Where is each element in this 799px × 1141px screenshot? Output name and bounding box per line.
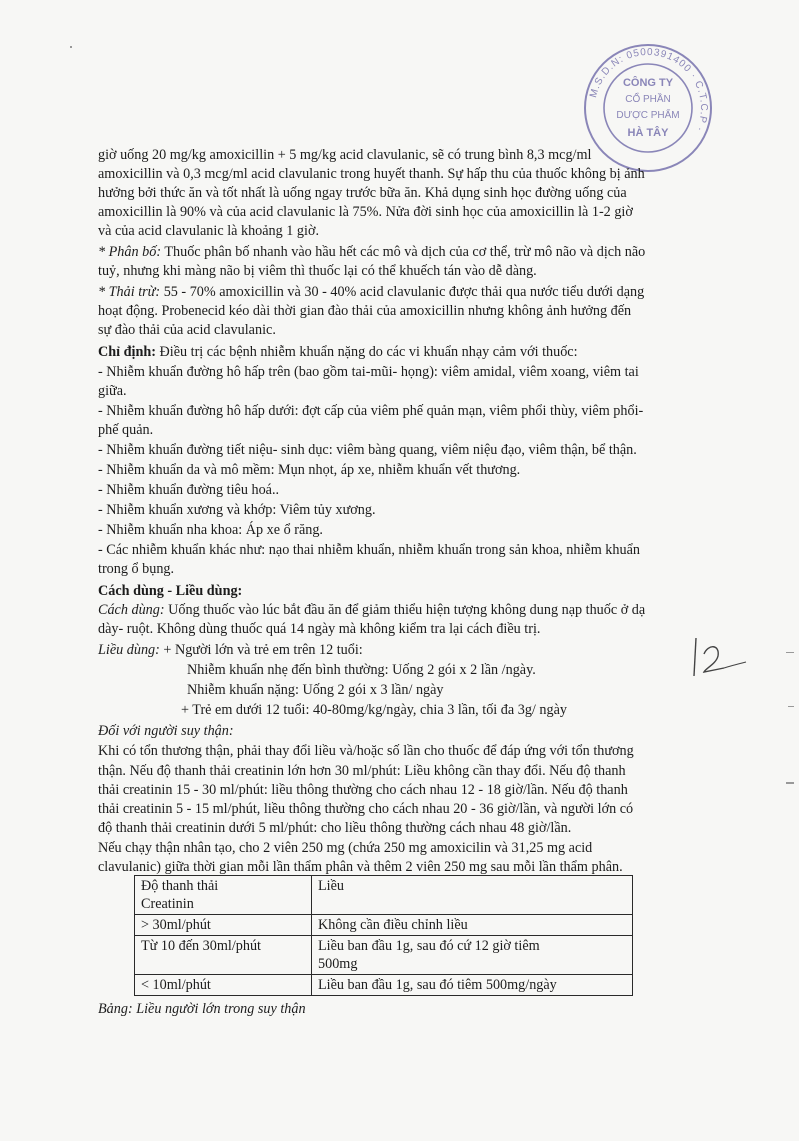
indication-item-2b: phế quản. <box>98 422 154 438</box>
table-cell-dose: Liều ban đầu 1g, sau đó cứ 12 giờ tiêm 500mg <box>312 936 633 975</box>
table-row <box>135 915 633 936</box>
svg-text:CÔNG TY: CÔNG TY <box>622 77 674 89</box>
indication-item-2a: - Nhiễm khuẩn đường hô hấp dưới: đợt cấp của viêm phế quản mạn, viêm phổi thùy, viêm phổi- <box>98 403 644 419</box>
table-cell-dose: Không cần điều chỉnh liều <box>312 915 633 936</box>
scan-speck <box>786 782 794 784</box>
usage-text: Uống thuốc vào lúc bắt đầu ăn để giảm thiểu hiện tượng không dung nạp thuốc ở dạ <box>164 602 646 618</box>
pk-line-3: hưởng bởi thức ăn và tốt nhất là uống ngay trước bữa ăn. Khả dụng sinh học đường uống của <box>98 185 627 201</box>
svg-text:M.S.D.N: 0500391400 · C.T.C.P: M.S.D.N: 0500391400 · C.T.C.P · <box>588 46 710 134</box>
elimination-line-1 <box>98 283 758 302</box>
svg-text:CỔ PHẦN: CỔ PHẦN <box>625 94 671 105</box>
dosage-heading: Cách dùng - Liều dùng: <box>98 583 243 599</box>
svg-text:HÀ TÂY: HÀ TÂY <box>627 127 669 139</box>
table-header-row <box>135 876 633 915</box>
indication-item-5: - Nhiễm khuẩn đường tiêu hoá.. <box>98 482 280 498</box>
usage-line-2: dày- ruột. Không dùng thuốc quá 14 ngày mà không kiểm tra lại cách điều trị. <box>98 621 541 637</box>
table-row <box>135 936 633 975</box>
indications-heading: Chỉ định: <box>98 344 156 360</box>
elimination-text: 55 - 70% amoxicillin và 30 - 40% acid clavulanic được thải qua nước tiểu dưới dạng <box>160 284 645 300</box>
table-header-dose: Liều <box>312 876 633 915</box>
indication-item-8a: - Các nhiễm khuẩn khác như: nạo thai nhiễm khuẩn, nhiễm khuẩn trong sản khoa, nhiễm khuẩn <box>98 542 640 558</box>
table-cell-dose: Liều ban đầu 1g, sau đó tiêm 500mg/ngày <box>312 975 633 996</box>
indication-item-6: - Nhiễm khuẩn xương và khớp: Viêm tủy xương. <box>98 502 376 518</box>
indication-item-3: - Nhiễm khuẩn đường tiết niệu- sinh dục: viêm bàng quang, viêm niệu đạo, viêm thận, bể thận. <box>98 442 637 458</box>
distribution-line-1 <box>98 243 758 262</box>
indication-item-1a: - Nhiễm khuẩn đường hô hấp trên (bao gồm tai-mũi- họng): viêm amidal, viêm xoang, viêm tai <box>98 364 639 380</box>
dose-child-line: + Trẻ em dưới 12 tuổi: 40-80mg/kg/ngày, chia 3 lần, tối đa 3g/ ngày <box>181 702 567 718</box>
scan-speck <box>70 46 72 48</box>
table-row <box>135 975 633 996</box>
table-cell-clearance: Từ 10 đến 30ml/phút <box>135 936 312 975</box>
pk-line-1: giờ uống 20 mg/kg amoxicillin + 5 mg/kg acid clavulanic, sẽ có trung bình 8,3 mcg/ml <box>98 147 592 163</box>
dose-label: Liều dùng: <box>98 642 160 658</box>
table-cell-clearance: > 30ml/phút <box>135 915 312 936</box>
indication-item-8b: trong ổ bụng. <box>98 561 175 577</box>
dose-mild-line: Nhiễm khuẩn nhẹ đến bình thường: Uống 2 gói x 2 lần /ngày. <box>187 662 536 678</box>
dialysis-line-1: Nếu chạy thận nhân tạo, cho 2 viên 250 mg (chứa 250 mg amoxicilin và 31,25 mg acid <box>98 840 593 856</box>
renal-line-2: thận. Nếu độ thanh thải creatinin lớn hơn 30 ml/phút: Liều không cần thay đổi. Nếu độ thanh <box>98 763 626 779</box>
table-caption: Bảng: Liều người lớn trong suy thận <box>98 1001 306 1017</box>
handwritten-mark-graphic <box>690 632 750 682</box>
renal-line-1: Khi có tổn thương thận, phải thay đổi liều và/hoặc số lần cho thuốc để đáp ứng với tổn thương <box>98 743 634 759</box>
indication-item-1b: giữa. <box>98 383 127 399</box>
usage-label: Cách dùng: <box>98 602 165 618</box>
dose-severe-line: Nhiễm khuẩn nặng: Uống 2 gói x 3 lần/ ngày <box>187 682 444 698</box>
table-cell-clearance: < 10ml/phút <box>135 975 312 996</box>
pk-line-2: amoxicillin và 0,3 mcg/ml acid clavulanic trong huyết thanh. Sự hấp thu của thuốc không bị ảnh <box>98 166 645 182</box>
indications-intro-text: Điều trị các bệnh nhiễm khuẩn nặng do các vi khuẩn nhạy cảm với thuốc: <box>155 344 578 360</box>
usage-line-1 <box>98 601 758 620</box>
indication-item-4: - Nhiễm khuẩn da và mô mềm: Mụn nhọt, áp xe, nhiễm khuẩn vết thương. <box>98 462 521 478</box>
scan-speck <box>788 706 794 707</box>
renal-dose-table <box>134 875 633 996</box>
distribution-line-2: tuỷ, nhưng khi màng não bị viêm thì thuốc lại có thể khuếch tán vào dễ dàng. <box>98 263 537 279</box>
renal-line-4: thải creatinin 5 - 15 ml/phút, liều thông thường cho cách nhau 20 - 36 giờ/lần, và người lớn có <box>98 801 634 817</box>
elimination-line-3: sự đào thải của acid clavulanic. <box>98 322 276 338</box>
renal-line-5: độ thanh thải creatinin dưới 5 ml/phút: cho liều thông thường cách nhau 48 giờ/lần. <box>98 820 572 836</box>
renal-line-3: thải creatinin 15 - 30 ml/phút: liều thông thường cho cách nhau 12 - 18 giờ/lần. Nếu độ thanh <box>98 782 628 798</box>
svg-text:DƯỢC PHẨM: DƯỢC PHẨM <box>616 110 680 121</box>
distribution-label: * Phân bố: <box>98 244 162 260</box>
pk-line-5: và của acid clavulanic là khoảng 1 giờ. <box>98 223 320 239</box>
dialysis-line-2: clavulanic) giữa thời gian mỗi lần thẩm phân và thêm 2 viên 250 mg sau mỗi lần thẩm phân. <box>98 859 623 875</box>
elimination-label: * Thải trừ: <box>98 284 161 300</box>
dose-adult-text: + Người lớn và trẻ em trên 12 tuổi: <box>159 642 363 658</box>
dose-adult-line <box>98 641 758 660</box>
indication-item-7: - Nhiễm khuẩn nha khoa: Áp xe ổ răng. <box>98 522 323 538</box>
distribution-text: Thuốc phân bố nhanh vào hầu hết các mô và dịch của cơ thể, trừ mô não và dịch não <box>161 244 646 260</box>
handwritten-mark <box>690 632 750 687</box>
elimination-line-2: hoạt động. Probenecid kéo dài thời gian đào thải của amoxicillin nhưng không ảnh hưởng đến <box>98 303 632 319</box>
indications-intro <box>98 343 758 362</box>
scan-speck <box>786 652 794 653</box>
renal-label: Đối với người suy thận: <box>98 723 234 739</box>
table-header-clearance: Độ thanh thải Creatinin <box>135 876 312 915</box>
pk-line-4: amoxicillin là 90% và của acid clavulanic là 75%. Nửa đời sinh học của amoxicillin là 1-2 giờ <box>98 204 633 220</box>
